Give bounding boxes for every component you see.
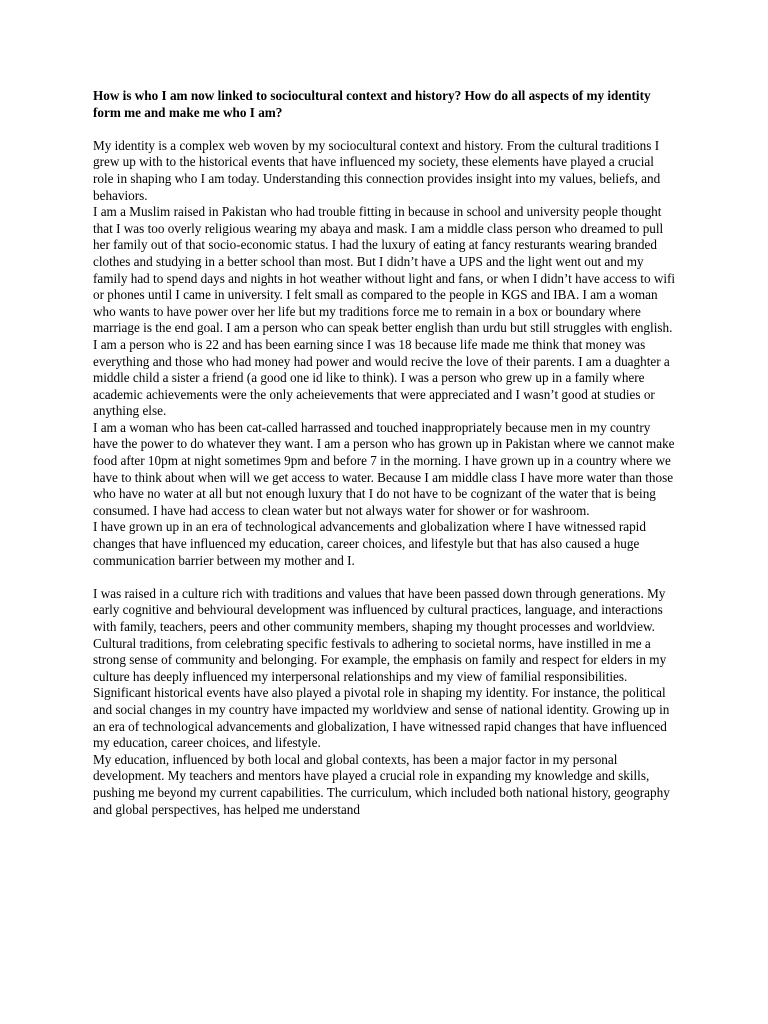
document-title: How is who I am now linked to sociocultural context and history? How do all aspects of my identity form me and make me who I am?: [93, 88, 651, 120]
paragraph-history: Significant historical events have also played a pivotal role in shaping my identity. For instance, the political and social changes in my country have impacted my worldview and sense of national identity. Growing up in an era of technological advancements and globalization, I have witnessed rapid changes that have influenced my education, career choices, and lifestyle.: [93, 685, 670, 751]
paragraph-technology: I have grown up in an era of technological advancements and globalization where I have witnessed rapid changes that have influenced my education, career choices, and lifestyle but that has also caused a huge communication barrier between my mother and I.: [93, 519, 646, 568]
paragraph-woman-country: I am a woman who has been cat-called harrassed and touched inappropriately because men in my country have the power to do whatever they want. I am a person who has grown up in Pakistan where we cannot make food after 10pm at night sometimes 9pm and before 7 in the morning. I have grown up in a country where we have to think about when will we get access to water. Because I am middle class I have more water than those who have no water at all but not enough luxury that I do not have to be cognizant of the water that is being consumed. I have had access to clean water but not always water for shower or for washroom.: [93, 419, 675, 518]
paragraph-intro: My identity is a complex web woven by my sociocultural context and history. From the cultural traditions I grew up with to the historical events that have influenced my society, these elements have played a crucial role in shaping who I am today. Understanding this connection provides insight into my values, beliefs, and behaviors.: [93, 137, 661, 203]
paragraph-spacer: [93, 569, 677, 586]
paragraph-culture: I was raised in a culture rich with traditions and values that have been passed down through generations. My early cognitive and behvioural development was influenced by cultural practices, language, and interactions with family, teachers, peers and other community members, shaping my thought processes and worldview. Cultural traditions, from celebrating specific festivals to adhering to societal norms, have instilled in me a strong sense of community and belonging. For example, the emphasis on family and respect for elders in my culture has deeply influenced my interpersonal relationships and my view of familial responsibilities.: [93, 585, 667, 684]
paragraph-education: My education, influenced by both local and global contexts, has been a major factor in my personal development. My teachers and mentors have played a crucial role in expanding my knowledge and skills, pushing me beyond my current capabilities. The curriculum, which included both national history, geography and global perspectives, has helped me understand: [93, 751, 670, 817]
document-page: [93, 88, 677, 818]
paragraph-muslim-pakistan: I am a Muslim raised in Pakistan who had trouble fitting in because in school and university people thought that I was too overly religious wearing my abaya and mask. I am a middle class person who dreamed to pull her family out of that socio-economic status. I had the luxury of eating at fancy resturants wearing branded clothes and studying in a better school than most. But I didn’t have a UPS and the light went out and my family had to spend days and nights in hot weather without light and fans, or when I didn’t have access to wifi or phones until I came in university. I felt small as compared to the people in KGS and IBA. I am a woman who wants to have power over her life but my traditions force me to remain in a box or boundary where marriage is the end goal. I am a person who can speak better english than urdu but still struggles with english. I am a person who is 22 and has been earning since I was 18 because life made me think that money was everything and those who had money had power and would recive the love of their parents. I am a duaghter a middle child a sister a friend (a good one id like to think). I was a person who grew up in a family where academic achievements were the only acheievements that were appreciated and I wasn’t good at studies or anything else.: [93, 204, 676, 419]
